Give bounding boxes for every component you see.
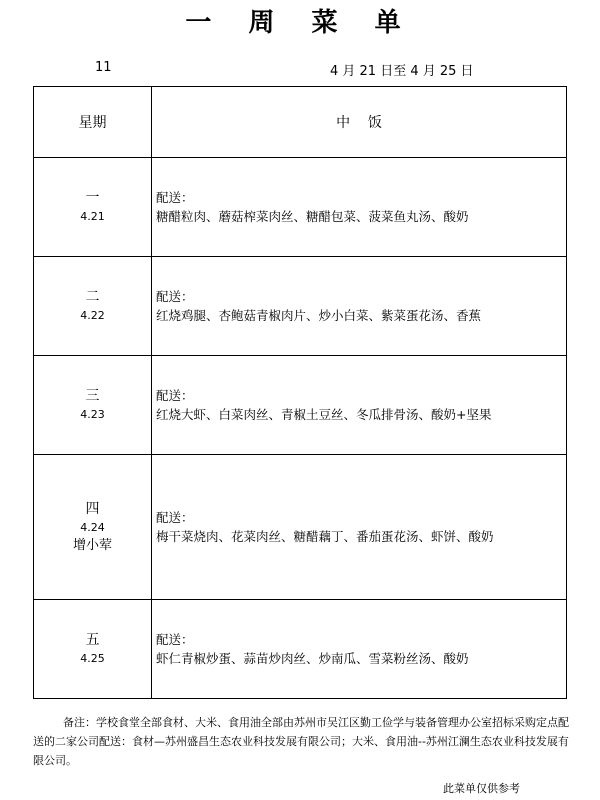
- day-cell: [34, 455, 152, 600]
- delivery-label: 配送：: [156, 631, 194, 647]
- table-row: [34, 599, 567, 698]
- dish-list: 糖醋粒肉、蘑菇榨菜肉丝、糖醋包菜、菠菜鱼丸汤、酸奶: [156, 209, 469, 225]
- day-extra-note: 增小荤: [72, 538, 112, 554]
- table-row: [34, 257, 567, 356]
- day-date: 4.23: [80, 408, 105, 422]
- dish-list: 红烧鸡腿、杏鲍菇青椒肉片、炒小白菜、紫菜蛋花汤、香蕉: [156, 308, 482, 324]
- delivery-label: 配送：: [156, 190, 194, 206]
- table-row: [34, 356, 567, 455]
- header-meal: 中 饭: [152, 87, 567, 158]
- table-header-row: [34, 87, 567, 158]
- day-date: 4.21: [80, 210, 105, 224]
- day-name: 一: [85, 190, 100, 207]
- day-cell: [34, 257, 152, 356]
- day-name: 三: [85, 388, 100, 405]
- dish-list: 梅干菜烧肉、花菜肉丝、糖醋藕丁、番茄蛋花汤、虾饼、酸奶: [156, 529, 494, 545]
- date-range: 4 月 21 日至 4 月 25 日: [330, 64, 474, 79]
- delivery-label: 配送：: [156, 388, 194, 404]
- meal-cell: [152, 158, 567, 257]
- day-name: 四: [85, 501, 100, 518]
- day-name: 五: [85, 631, 100, 648]
- day-date: 4.25: [80, 651, 105, 665]
- meal-cell: [152, 455, 567, 600]
- delivery-label: 配送：: [156, 289, 194, 305]
- header-day: 星期: [34, 87, 152, 158]
- footer-note: 此菜单仅供参考: [443, 782, 520, 795]
- day-date: 4.22: [80, 309, 105, 323]
- remark-note: 备注：学校食堂全部食材、大米、食用油全部由苏州市吴江区勤工俭学与装备管理办公室招标采购定点配送的二家公司配送：食材—苏州盛昌生态农业科技发展有限公司；大米、食用油--苏州江澜生态农业科技发展有限公司。: [33, 716, 569, 767]
- week-number: 11: [95, 60, 112, 75]
- meal-cell: [152, 356, 567, 455]
- dish-list: 虾仁青椒炒蛋、蒜苗炒肉丝、炒南瓜、雪菜粉丝汤、酸奶: [156, 650, 469, 666]
- day-name: 二: [85, 289, 100, 306]
- day-cell: [34, 356, 152, 455]
- table-row: [34, 455, 567, 600]
- meal-cell: [152, 599, 567, 698]
- menu-table: [33, 86, 567, 699]
- meal-cell: [152, 257, 567, 356]
- day-cell: [34, 599, 152, 698]
- delivery-label: 配送：: [156, 510, 194, 526]
- table-row: [34, 158, 567, 257]
- day-cell: [34, 158, 152, 257]
- dish-list: 红烧大虾、白菜肉丝、青椒土豆丝、冬瓜排骨汤、酸奶+坚果: [156, 407, 492, 423]
- day-date: 4.24: [80, 521, 105, 535]
- page-title: 一 周 菜 单: [185, 8, 415, 38]
